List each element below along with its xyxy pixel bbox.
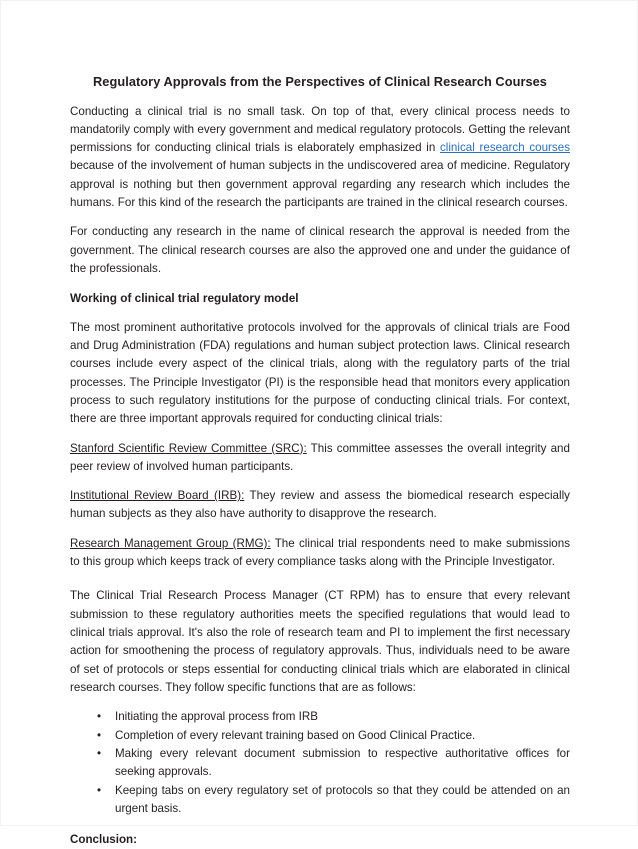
list-item	[70, 745, 570, 782]
approval-src-term: Stanford Scientific Review Committee (SRC):	[70, 441, 307, 455]
list-item-label: Initiating the approval process from IRB	[115, 710, 318, 724]
document-body	[70, 73, 570, 849]
ctrpm-paragraph: The Clinical Trial Research Process Manager (CT RPM) has to ensure that every relevant submission to these regulatory authorities meets the specified regulations that would lead to clinical trials approval. It's also the role of research team and PI to implement the first necessary action for smoothening the process of regulatory approvals. Thus, individuals need to be aware of set of protocols or steps essential for conducting clinical trials which are elaborated in clinical research courses. They follow specific functions that are as follows:	[70, 589, 570, 694]
approval-irb-description: They review and assess the biomedical research especially human subjects as they also have authority to disapprove the research.	[70, 489, 570, 521]
bullet-icon: •	[97, 746, 102, 760]
conclusion-heading: Conclusion:	[70, 833, 137, 847]
clinical-research-courses-link[interactable]: clinical research courses	[439, 141, 571, 155]
approval-irb-term: Institutional Review Board (IRB):	[70, 489, 245, 503]
functions-list	[70, 708, 570, 818]
approval-src	[70, 440, 570, 477]
intro-text-after-link: because of the involvement of human subjects in the undiscovered area of medicine. Regulatory approval is nothing but then government approval regarding any research which includes the humans. For this kind of the research the participants are trained in the clinical research courses.	[70, 159, 570, 210]
bullet-icon: •	[97, 728, 102, 742]
list-item	[70, 727, 570, 745]
intro-text-before-link: Conducting a clinical trial is no small task. On top of that, every clinical process needs to mandatorily comply with every government and medical regulatory protocols. Getting the relevant permissions for conducting clinical trials is elaborately emphasized in	[70, 104, 570, 155]
list-item-label: Keeping tabs on every regulatory set of protocols so that they could be attended on an urgent basis.	[115, 783, 570, 815]
heading-working-of-model: Working of clinical trial regulatory model	[70, 291, 299, 306]
approval-rmg	[70, 535, 570, 572]
bullet-icon: •	[97, 783, 102, 797]
bullet-icon: •	[97, 710, 102, 724]
list-item	[70, 782, 570, 819]
list-item-label: Completion of every relevant training based on Good Clinical Practice.	[115, 728, 476, 742]
approval-rmg-description: The clinical trial respondents need to make submissions to this group which keeps track of every compliance tasks along with the Principle Investigator.	[70, 536, 570, 569]
list-item-label: Making every relevant document submission to respective authoritative offices for seeking approvals.	[115, 746, 570, 779]
list-item	[70, 708, 570, 726]
approval-src-description: This committee assesses the overall integrity and peer review of involved human participants.	[70, 441, 570, 473]
protocols-paragraph: The most prominent authoritative protocols involved for the approvals of clinical trials are Food and Drug Administration (FDA) regulations and human subject protection laws. Clinical research courses include every aspect of the clinical trials, along with the regulatory parts of the trial processes. The Principle Investigator (PI) is the responsible head that monitors every application process to such regulatory institutions for the purpose of conducting clinical trials. For context, there are three important approvals required for conducting clinical trials:	[70, 320, 570, 426]
page-title: Regulatory Approvals from the Perspectives of Clinical Research Courses	[93, 74, 547, 89]
approval-need-paragraph: For conducting any research in the name of clinical research the approval is needed from the government. The clinical research courses are also the approved one and under the guidance of the professionals.	[70, 225, 570, 276]
intro-paragraph	[70, 103, 570, 213]
approval-rmg-term: Research Management Group (RMG):	[70, 536, 271, 550]
approval-irb	[70, 487, 570, 524]
